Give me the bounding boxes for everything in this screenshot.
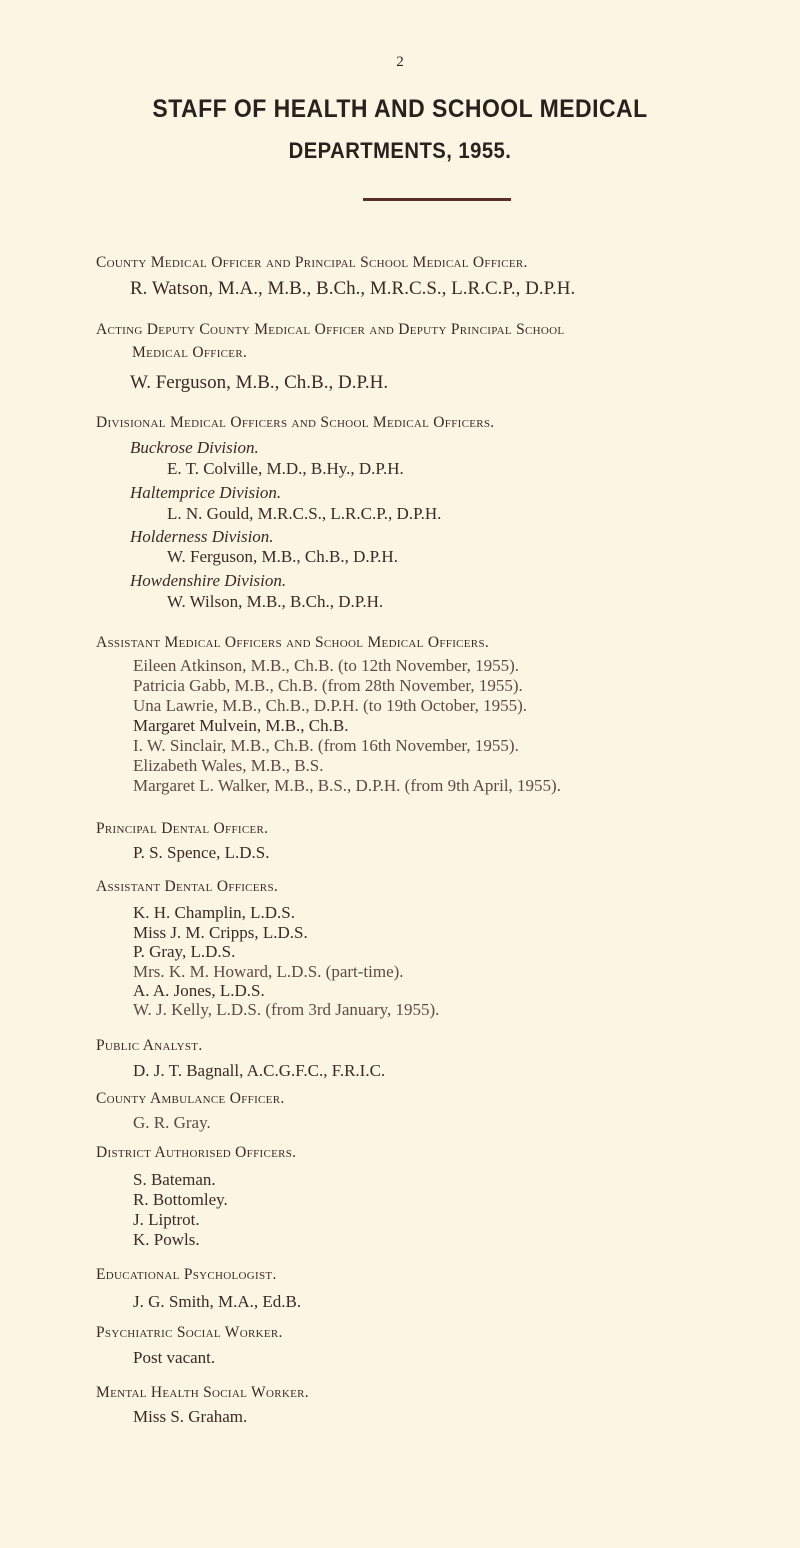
staff-name: W. J. Kelly, L.D.S. (from 3rd January, 1955). <box>133 1000 440 1019</box>
division-name: Holderness Division. <box>130 527 274 546</box>
staff-name: K. Powls. <box>133 1230 200 1249</box>
section-heading-continued: Medical Officer. <box>132 344 248 361</box>
division-name: Haltemprice Division. <box>130 483 282 502</box>
section-heading: Assistant Dental Officers. <box>96 878 279 895</box>
section-heading: Assistant Medical Officers and School Medical Officers. <box>96 634 490 651</box>
page-number: 2 <box>396 54 404 70</box>
staff-name: Elizabeth Wales, M.B., B.S. <box>133 756 324 775</box>
section-heading: Psychiatric Social Worker. <box>96 1324 283 1341</box>
section-heading: Educational Psychologist. <box>96 1266 277 1283</box>
section-heading: Mental Health Social Worker. <box>96 1384 309 1401</box>
page-title-line-1: STAFF OF HEALTH AND SCHOOL MEDICAL <box>152 95 648 123</box>
staff-name: Post vacant. <box>133 1348 216 1367</box>
page-title-line-2: DEPARTMENTS, 1955. <box>288 138 512 163</box>
title-divider-rule <box>363 198 511 201</box>
staff-name: R. Bottomley. <box>133 1190 228 1209</box>
staff-name: Miss S. Graham. <box>133 1407 248 1426</box>
staff-name: Eileen Atkinson, M.B., Ch.B. (to 12th November, 1955). <box>133 656 520 675</box>
division-name: Buckrose Division. <box>130 438 259 457</box>
staff-name: Margaret Mulvein, M.B., Ch.B. <box>133 716 349 735</box>
staff-name: W. Ferguson, M.B., Ch.B., D.P.H. <box>167 547 398 566</box>
division-name: Howdenshire Division. <box>130 571 287 590</box>
section-heading: Principal Dental Officer. <box>96 820 269 837</box>
section-heading: County Ambulance Officer. <box>96 1090 285 1107</box>
staff-name: I. W. Sinclair, M.B., Ch.B. (from 16th November, 1955). <box>133 736 519 755</box>
staff-name: L. N. Gould, M.R.C.S., L.R.C.P., D.P.H. <box>167 504 442 523</box>
section-heading: District Authorised Officers. <box>96 1144 297 1161</box>
staff-name: Mrs. K. M. Howard, L.D.S. (part-time). <box>133 962 404 981</box>
staff-name: P. Gray, L.D.S. <box>133 942 236 961</box>
staff-name: E. T. Colville, M.D., B.Hy., D.P.H. <box>167 459 404 478</box>
staff-name: R. Watson, M.A., M.B., B.Ch., M.R.C.S., L.R.C.P., D.P.H. <box>130 278 576 299</box>
staff-name: Miss J. M. Cripps, L.D.S. <box>133 923 308 942</box>
staff-name: D. J. T. Bagnall, A.C.G.F.C., F.R.I.C. <box>133 1061 386 1080</box>
staff-name: J. G. Smith, M.A., Ed.B. <box>133 1292 302 1311</box>
section-heading: County Medical Officer and Principal School Medical Officer. <box>96 254 528 271</box>
section-heading: Divisional Medical Officers and School Medical Officers. <box>96 414 495 431</box>
section-heading: Public Analyst. <box>96 1037 203 1054</box>
staff-name: G. R. Gray. <box>133 1113 211 1132</box>
staff-name: J. Liptrot. <box>133 1210 200 1229</box>
staff-name: Margaret L. Walker, M.B., B.S., D.P.H. (from 9th April, 1955). <box>133 776 561 795</box>
staff-name: S. Bateman. <box>133 1170 216 1189</box>
staff-name: K. H. Champlin, L.D.S. <box>133 903 295 922</box>
staff-name: Una Lawrie, M.B., Ch.B., D.P.H. (to 19th October, 1955). <box>133 696 528 715</box>
staff-name: P. S. Spence, L.D.S. <box>133 843 270 862</box>
section-heading: Acting Deputy County Medical Officer and Deputy Principal School <box>96 321 565 338</box>
staff-name: Patricia Gabb, M.B., Ch.B. (from 28th November, 1955). <box>133 676 523 695</box>
staff-name: W. Ferguson, M.B., Ch.B., D.P.H. <box>130 372 389 393</box>
staff-name: A. A. Jones, L.D.S. <box>133 981 265 1000</box>
staff-name: W. Wilson, M.B., B.Ch., D.P.H. <box>167 592 384 611</box>
